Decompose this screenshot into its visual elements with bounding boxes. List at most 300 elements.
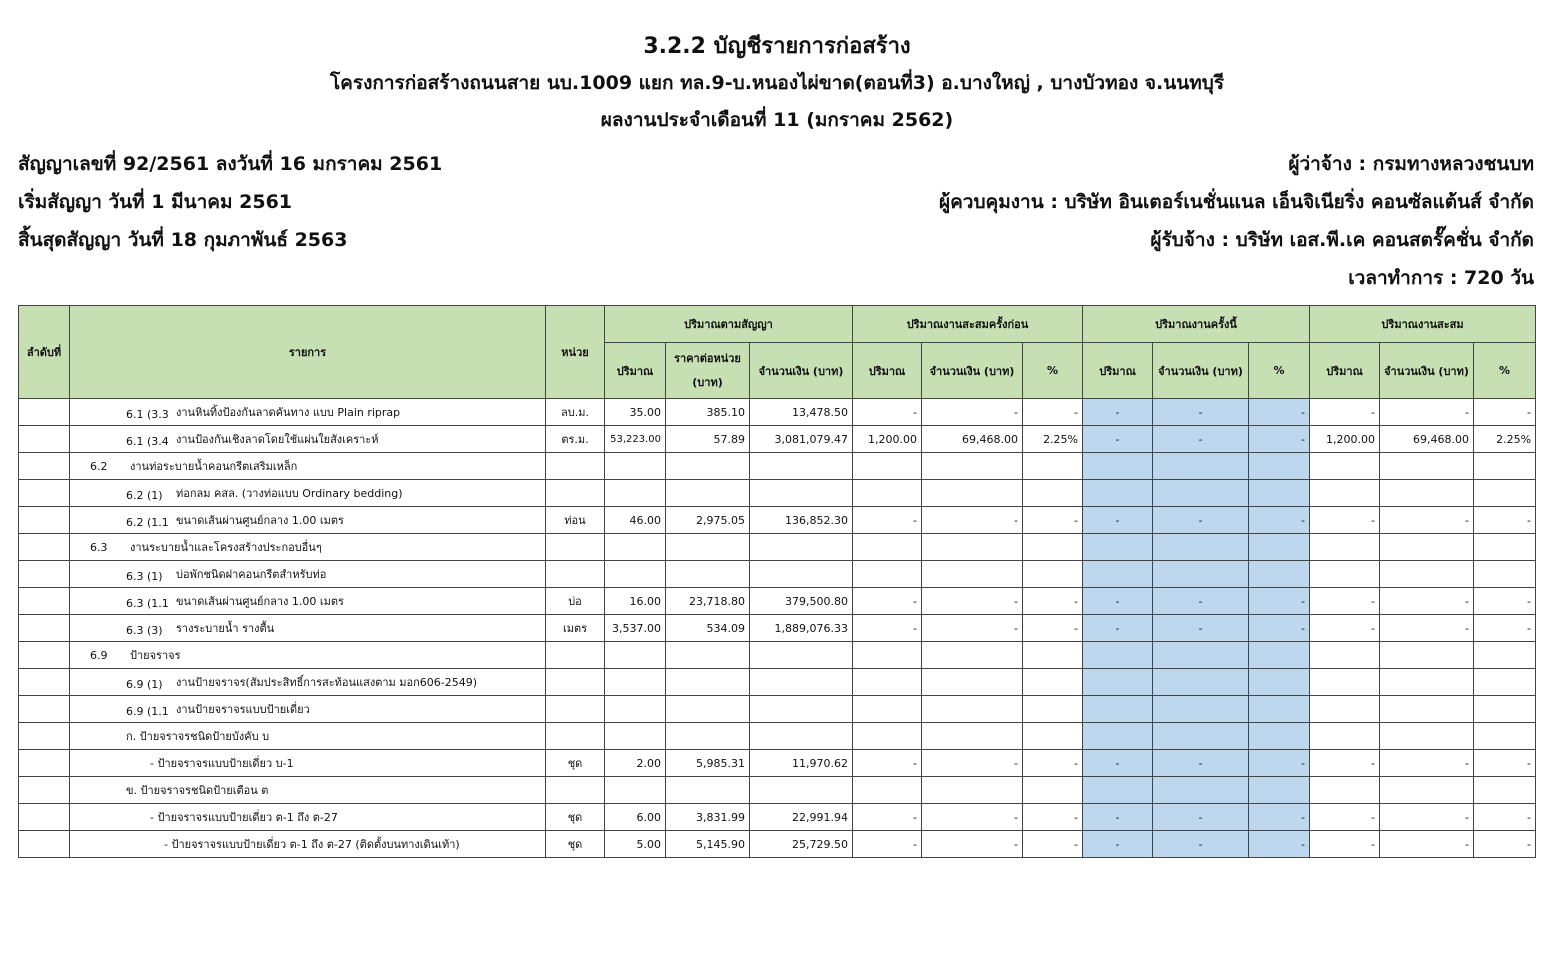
row-t-pct	[1249, 453, 1310, 480]
row-amount: 25,729.50	[750, 831, 853, 858]
row-index	[19, 804, 70, 831]
row-unit	[546, 453, 605, 480]
row-code: 6.2 (1)	[126, 489, 163, 502]
row-item	[70, 723, 546, 750]
contract-info	[18, 145, 442, 259]
row-p-qty: -	[853, 831, 922, 858]
row-p-pct: -	[1023, 507, 1083, 534]
row-description: ขนาดเส้นผ่านศูนย์กลาง 1.00 เมตร	[176, 595, 344, 608]
row-p-qty	[853, 669, 922, 696]
row-p-amt: -	[922, 507, 1023, 534]
row-amount: 11,970.62	[750, 750, 853, 777]
row-p-amt	[922, 642, 1023, 669]
table-row	[19, 750, 1536, 777]
row-qty: 53,223.00	[605, 426, 666, 453]
row-amount	[750, 696, 853, 723]
header-unit: หน่วย	[546, 306, 605, 399]
row-p-qty	[853, 453, 922, 480]
row-item	[70, 426, 546, 453]
header-this-group: ปริมาณงานครั้งนี้	[1083, 306, 1310, 343]
table-row	[19, 642, 1536, 669]
table-header	[19, 306, 1536, 399]
row-c-qty	[1310, 696, 1380, 723]
row-p-amt	[922, 480, 1023, 507]
row-p-pct	[1023, 696, 1083, 723]
row-index	[19, 642, 70, 669]
row-t-amt: -	[1153, 588, 1249, 615]
row-t-qty: -	[1083, 750, 1153, 777]
row-t-amt: -	[1153, 804, 1249, 831]
row-price	[666, 696, 750, 723]
row-price	[666, 534, 750, 561]
row-qty	[605, 777, 666, 804]
row-t-pct	[1249, 561, 1310, 588]
supervisor: ผู้ควบคุมงาน : บริษัท อินเตอร์เนชั่นแนล เอ็นจิเนียริ่ง คอนซัลแต้นส์ จำกัด	[938, 191, 1534, 213]
row-c-pct	[1474, 777, 1536, 804]
row-index	[19, 615, 70, 642]
header-cum-qty: ปริมาณ	[1310, 343, 1380, 399]
row-t-amt: -	[1153, 426, 1249, 453]
row-p-qty	[853, 561, 922, 588]
row-qty	[605, 561, 666, 588]
row-price: 23,718.80	[666, 588, 750, 615]
row-amount	[750, 453, 853, 480]
table-row	[19, 831, 1536, 858]
row-description: งานท่อระบายน้ำคอนกรีตเสริมเหล็ก	[130, 460, 298, 473]
row-index	[19, 399, 70, 426]
row-c-amt	[1380, 642, 1474, 669]
header-cum-group: ปริมาณงานสะสม	[1310, 306, 1536, 343]
header-prev-qty: ปริมาณ	[853, 343, 922, 399]
header-contract-group: ปริมาณตามสัญญา	[605, 306, 853, 343]
row-index	[19, 669, 70, 696]
row-p-pct	[1023, 642, 1083, 669]
row-description: - ป้ายจราจรแบบป้ายเดี่ยว ต-1 ถึง ต-27 (ติดตั้งบนทางเดินเท้า)	[164, 838, 460, 851]
row-t-qty: -	[1083, 399, 1153, 426]
row-description: ท่อกลม คสล. (วางท่อแบบ Ordinary bedding)	[176, 487, 403, 500]
row-p-pct: -	[1023, 804, 1083, 831]
row-amount: 3,081,079.47	[750, 426, 853, 453]
row-item	[70, 750, 546, 777]
row-item	[70, 669, 546, 696]
row-amount	[750, 642, 853, 669]
construction-items-table	[18, 305, 1536, 858]
table-row	[19, 453, 1536, 480]
row-code: 6.3 (1.1	[126, 597, 169, 610]
row-c-qty	[1310, 777, 1380, 804]
row-p-pct: -	[1023, 615, 1083, 642]
row-group-number: 6.3	[90, 541, 108, 554]
row-c-pct: -	[1474, 804, 1536, 831]
row-qty	[605, 534, 666, 561]
row-amount: 22,991.94	[750, 804, 853, 831]
row-qty	[605, 723, 666, 750]
row-t-qty: -	[1083, 426, 1153, 453]
row-c-amt	[1380, 534, 1474, 561]
row-t-qty	[1083, 534, 1153, 561]
row-t-pct: -	[1249, 831, 1310, 858]
row-p-amt	[922, 723, 1023, 750]
row-c-qty	[1310, 561, 1380, 588]
row-qty	[605, 642, 666, 669]
row-c-amt	[1380, 777, 1474, 804]
row-description: งานระบายน้ำและโครงสร้างประกอบอื่นๆ	[130, 541, 322, 554]
header-prev-group: ปริมาณงานสะสมครั้งก่อน	[853, 306, 1083, 343]
row-t-qty: -	[1083, 615, 1153, 642]
row-t-pct: -	[1249, 399, 1310, 426]
row-price	[666, 777, 750, 804]
row-c-pct: -	[1474, 750, 1536, 777]
row-c-amt: -	[1380, 588, 1474, 615]
row-unit	[546, 642, 605, 669]
table-row	[19, 534, 1536, 561]
row-p-qty: -	[853, 507, 922, 534]
row-amount: 136,852.30	[750, 507, 853, 534]
row-index	[19, 453, 70, 480]
row-c-pct	[1474, 561, 1536, 588]
row-t-qty	[1083, 777, 1153, 804]
row-unit	[546, 561, 605, 588]
row-c-pct	[1474, 480, 1536, 507]
row-p-amt: -	[922, 831, 1023, 858]
document-title: 3.2.2 บัญชีรายการก่อสร้าง	[643, 34, 911, 59]
row-item	[70, 507, 546, 534]
table-row	[19, 696, 1536, 723]
row-t-amt: -	[1153, 507, 1249, 534]
row-p-qty	[853, 534, 922, 561]
row-unit	[546, 669, 605, 696]
row-c-qty	[1310, 453, 1380, 480]
row-t-qty	[1083, 642, 1153, 669]
table-row	[19, 588, 1536, 615]
row-price	[666, 723, 750, 750]
row-t-qty	[1083, 723, 1153, 750]
row-price: 3,831.99	[666, 804, 750, 831]
row-index	[19, 561, 70, 588]
row-t-pct	[1249, 480, 1310, 507]
row-p-pct	[1023, 561, 1083, 588]
row-c-qty	[1310, 723, 1380, 750]
row-amount	[750, 777, 853, 804]
row-description: งานป้ายจราจร(สัมประสิทธิ์การสะท้อนแสงตาม มอก606-2549)	[176, 676, 478, 689]
row-price: 5,145.90	[666, 831, 750, 858]
table-row	[19, 561, 1536, 588]
row-t-amt	[1153, 777, 1249, 804]
row-t-qty	[1083, 696, 1153, 723]
row-group-number: 6.9	[90, 649, 108, 662]
row-c-pct: -	[1474, 399, 1536, 426]
row-index	[19, 777, 70, 804]
row-description: ป้ายจราจร	[130, 649, 181, 662]
row-description: บ่อพักชนิดฝาคอนกรีตสำหรับท่อ	[176, 568, 327, 581]
row-c-qty: -	[1310, 507, 1380, 534]
row-t-amt: -	[1153, 831, 1249, 858]
row-p-amt: -	[922, 588, 1023, 615]
row-p-qty	[853, 696, 922, 723]
row-index	[19, 534, 70, 561]
row-item	[70, 480, 546, 507]
row-c-amt	[1380, 723, 1474, 750]
row-c-amt: -	[1380, 804, 1474, 831]
row-p-qty	[853, 642, 922, 669]
row-unit	[546, 777, 605, 804]
row-p-amt	[922, 696, 1023, 723]
row-t-pct: -	[1249, 426, 1310, 453]
row-p-pct	[1023, 669, 1083, 696]
header-contract-amount: จำนวนเงิน (บาท)	[750, 343, 853, 399]
report-period: ผลงานประจำเดือนที่ 11 (มกราคม 2562)	[600, 109, 954, 131]
row-item	[70, 831, 546, 858]
row-t-pct: -	[1249, 750, 1310, 777]
row-qty: 16.00	[605, 588, 666, 615]
row-item	[70, 399, 546, 426]
row-c-qty: 1,200.00	[1310, 426, 1380, 453]
row-amount	[750, 669, 853, 696]
row-index	[19, 588, 70, 615]
row-description: งานหินทิ้งป้องกันลาดคันทาง แบบ Plain riprap	[176, 406, 401, 419]
row-c-amt	[1380, 696, 1474, 723]
row-c-amt	[1380, 480, 1474, 507]
row-p-pct: -	[1023, 399, 1083, 426]
row-amount	[750, 723, 853, 750]
row-t-pct: -	[1249, 507, 1310, 534]
row-code: 6.3 (1)	[126, 570, 163, 583]
row-t-amt: -	[1153, 399, 1249, 426]
row-qty	[605, 696, 666, 723]
row-t-qty	[1083, 669, 1153, 696]
table-row	[19, 804, 1536, 831]
row-c-pct: -	[1474, 588, 1536, 615]
row-qty: 35.00	[605, 399, 666, 426]
row-c-amt: 69,468.00	[1380, 426, 1474, 453]
row-qty: 3,537.00	[605, 615, 666, 642]
row-code: 6.2 (1.1	[126, 516, 169, 529]
row-item	[70, 804, 546, 831]
row-unit: ชุด	[546, 804, 605, 831]
row-price: 385.10	[666, 399, 750, 426]
row-t-pct	[1249, 642, 1310, 669]
row-unit	[546, 696, 605, 723]
row-p-pct	[1023, 723, 1083, 750]
row-t-amt	[1153, 723, 1249, 750]
row-p-amt	[922, 777, 1023, 804]
row-description: ข. ป้ายจราจรชนิดป้ายเตือน ต	[126, 784, 269, 797]
row-p-amt: -	[922, 804, 1023, 831]
row-c-pct: -	[1474, 831, 1536, 858]
row-p-pct: -	[1023, 831, 1083, 858]
row-price: 2,975.05	[666, 507, 750, 534]
row-price: 5,985.31	[666, 750, 750, 777]
row-amount	[750, 534, 853, 561]
row-index	[19, 426, 70, 453]
table-row	[19, 426, 1536, 453]
row-index	[19, 750, 70, 777]
row-code: 6.9 (1.1	[126, 705, 169, 718]
row-c-amt: -	[1380, 750, 1474, 777]
table-row	[19, 669, 1536, 696]
row-price: 534.09	[666, 615, 750, 642]
row-p-amt	[922, 561, 1023, 588]
row-c-qty: -	[1310, 615, 1380, 642]
row-c-pct: -	[1474, 507, 1536, 534]
row-c-qty: -	[1310, 399, 1380, 426]
row-qty	[605, 480, 666, 507]
row-p-qty	[853, 777, 922, 804]
row-t-amt	[1153, 669, 1249, 696]
table-row	[19, 723, 1536, 750]
row-amount	[750, 561, 853, 588]
row-p-amt	[922, 534, 1023, 561]
row-p-qty: -	[853, 588, 922, 615]
row-p-qty: -	[853, 615, 922, 642]
header-this-pct: %	[1249, 343, 1310, 399]
row-index	[19, 831, 70, 858]
row-c-amt	[1380, 453, 1474, 480]
table-row	[19, 777, 1536, 804]
table-row	[19, 615, 1536, 642]
row-unit: บ่อ	[546, 588, 605, 615]
row-c-amt	[1380, 561, 1474, 588]
row-unit	[546, 723, 605, 750]
row-description: รางระบายน้ำ รางตื้น	[176, 622, 275, 635]
row-qty	[605, 669, 666, 696]
row-p-qty	[853, 723, 922, 750]
contract-number: สัญญาเลขที่ 92/2561 ลงวันที่ 16 มกราคม 2561	[18, 153, 443, 175]
row-price	[666, 561, 750, 588]
row-index	[19, 480, 70, 507]
row-t-amt	[1153, 534, 1249, 561]
row-p-amt: 69,468.00	[922, 426, 1023, 453]
header-contract-unit-price: ราคาต่อหน่วย (บาท)	[666, 343, 750, 399]
row-t-pct	[1249, 723, 1310, 750]
row-p-qty: -	[853, 750, 922, 777]
row-c-pct	[1474, 453, 1536, 480]
row-p-amt: -	[922, 750, 1023, 777]
row-item	[70, 696, 546, 723]
row-t-amt: -	[1153, 615, 1249, 642]
row-qty: 5.00	[605, 831, 666, 858]
header-cum-pct: %	[1474, 343, 1536, 399]
row-code: 6.1 (3.4	[126, 435, 169, 448]
row-item	[70, 615, 546, 642]
row-price	[666, 453, 750, 480]
row-group-number: 6.2	[90, 460, 108, 473]
row-t-amt	[1153, 696, 1249, 723]
row-amount: 379,500.80	[750, 588, 853, 615]
header-this-qty: ปริมาณ	[1083, 343, 1153, 399]
row-unit: เมตร	[546, 615, 605, 642]
row-t-pct: -	[1249, 804, 1310, 831]
header-item: รายการ	[70, 306, 546, 399]
row-unit	[546, 534, 605, 561]
row-c-amt: -	[1380, 615, 1474, 642]
row-item	[70, 588, 546, 615]
row-description: งานป้ายจราจรแบบป้ายเดี่ยว	[176, 703, 310, 716]
row-price	[666, 642, 750, 669]
row-p-pct: -	[1023, 588, 1083, 615]
row-p-pct	[1023, 453, 1083, 480]
project-name: โครงการก่อสร้างถนนสาย นบ.1009 แยก ทล.9-บ.หนองไผ่ขาด(ตอนที่3) อ.บางใหญ่ , บางบัวทอง จ.นนทบุรี	[329, 72, 1225, 94]
row-index	[19, 696, 70, 723]
row-c-qty	[1310, 642, 1380, 669]
row-t-amt	[1153, 480, 1249, 507]
row-price	[666, 669, 750, 696]
row-t-pct	[1249, 696, 1310, 723]
row-code: 6.9 (1)	[126, 678, 163, 691]
row-description: งานป้องกันเชิงลาดโดยใช้แผ่นใยสังเคราะห์	[176, 433, 379, 446]
row-p-pct: 2.25%	[1023, 426, 1083, 453]
row-t-amt	[1153, 453, 1249, 480]
row-p-pct	[1023, 777, 1083, 804]
row-t-amt: -	[1153, 750, 1249, 777]
row-c-pct: 2.25%	[1474, 426, 1536, 453]
row-c-pct: -	[1474, 615, 1536, 642]
row-qty: 6.00	[605, 804, 666, 831]
row-c-amt	[1380, 669, 1474, 696]
row-t-qty	[1083, 561, 1153, 588]
row-item	[70, 777, 546, 804]
table-row	[19, 480, 1536, 507]
row-qty	[605, 453, 666, 480]
table-row	[19, 399, 1536, 426]
row-description: - ป้ายจราจรแบบป้ายเดี่ยว ต-1 ถึง ต-27	[150, 811, 338, 824]
row-c-pct	[1474, 723, 1536, 750]
header-cum-amount: จำนวนเงิน (บาท)	[1380, 343, 1474, 399]
row-t-qty: -	[1083, 804, 1153, 831]
header-prev-amount: จำนวนเงิน (บาท)	[922, 343, 1023, 399]
row-c-pct	[1474, 696, 1536, 723]
row-description: ขนาดเส้นผ่านศูนย์กลาง 1.00 เมตร	[176, 514, 344, 527]
document-header	[0, 28, 1554, 139]
work-duration: เวลาทำการ : 720 วัน	[1348, 267, 1534, 289]
row-c-amt: -	[1380, 399, 1474, 426]
header-prev-pct: %	[1023, 343, 1083, 399]
row-qty: 46.00	[605, 507, 666, 534]
table-row	[19, 507, 1536, 534]
row-price: 57.89	[666, 426, 750, 453]
row-unit: ตร.ม.	[546, 426, 605, 453]
row-item	[70, 534, 546, 561]
row-amount	[750, 480, 853, 507]
row-c-amt: -	[1380, 507, 1474, 534]
row-unit	[546, 480, 605, 507]
row-c-pct	[1474, 534, 1536, 561]
row-p-amt: -	[922, 615, 1023, 642]
row-t-amt	[1153, 561, 1249, 588]
row-t-pct	[1249, 534, 1310, 561]
row-unit: ลบ.ม.	[546, 399, 605, 426]
row-t-pct: -	[1249, 615, 1310, 642]
contractor: ผู้รับจ้าง : บริษัท เอส.พี.เค คอนสตรั๊คชั่น จำกัด	[1150, 229, 1534, 251]
row-p-qty: -	[853, 804, 922, 831]
row-p-amt	[922, 453, 1023, 480]
employer: ผู้ว่าจ้าง : กรมทางหลวงชนบท	[1288, 153, 1534, 175]
row-t-pct: -	[1249, 588, 1310, 615]
row-p-qty: 1,200.00	[853, 426, 922, 453]
row-t-pct	[1249, 777, 1310, 804]
row-c-qty: -	[1310, 750, 1380, 777]
row-qty: 2.00	[605, 750, 666, 777]
row-t-pct	[1249, 669, 1310, 696]
row-c-qty	[1310, 480, 1380, 507]
row-p-pct	[1023, 534, 1083, 561]
row-p-pct: -	[1023, 750, 1083, 777]
row-p-amt: -	[922, 399, 1023, 426]
row-t-qty: -	[1083, 588, 1153, 615]
header-contract-qty: ปริมาณ	[605, 343, 666, 399]
row-amount: 13,478.50	[750, 399, 853, 426]
header-no: ลำดับที่	[19, 306, 70, 399]
